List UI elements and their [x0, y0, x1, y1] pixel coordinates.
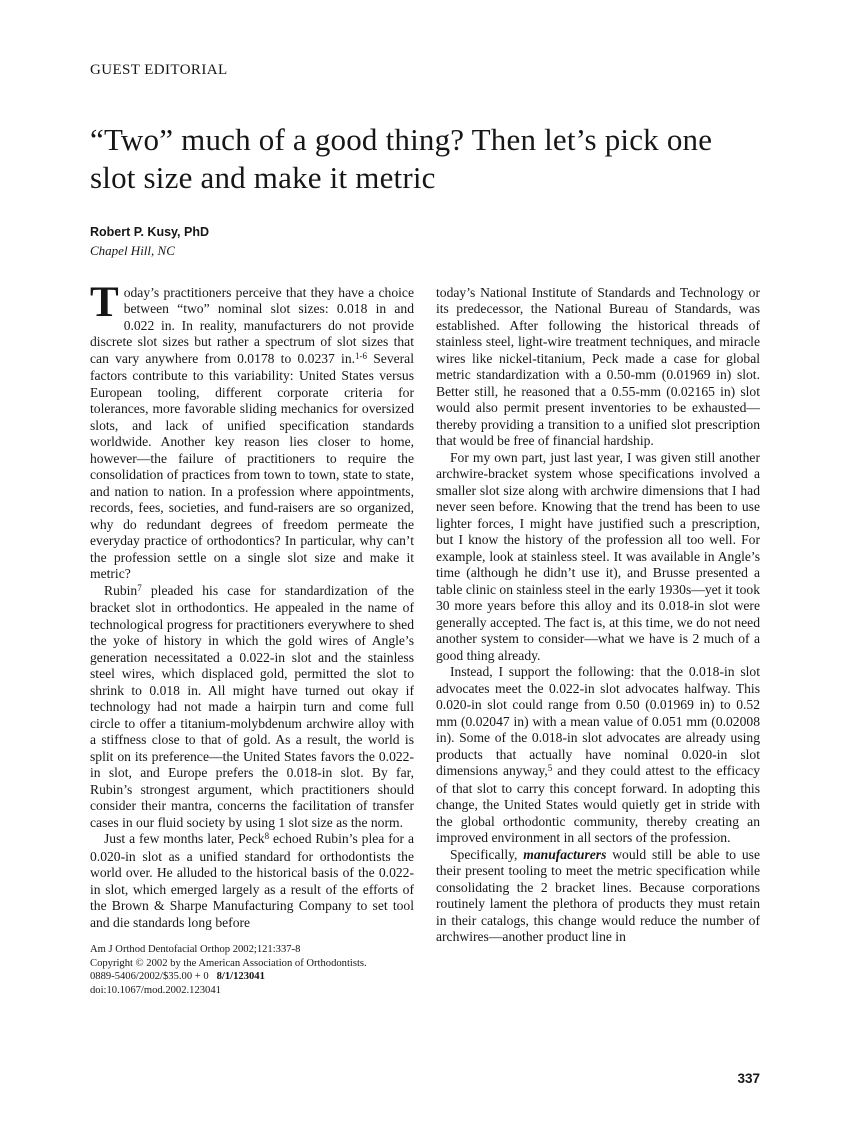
reference-superscript: 8 — [264, 831, 270, 842]
paragraph — [90, 583, 414, 832]
page-number: 337 — [737, 1071, 760, 1086]
paragraph — [90, 831, 414, 931]
text-run: Copyright © 2002 by the American Association of Orthodontists. — [90, 957, 367, 969]
reference-superscript: 7 — [137, 582, 142, 593]
article-title: “Two” much of a good thing? Then let’s pick one slot size and make it metric — [90, 122, 713, 195]
article-body — [90, 278, 761, 998]
text-run: Several factors contribute to this variability: United States versus European tooling, different corporate criteria for tolerances, more favorable sliding mechanics for oversized slots, and lack of unified specification standards worldwide. Another key reason lies closer to home, however—the failure of practitioners to require the consolidation of practices from town to town, state to state, and nation to nation. In a profession where appointments, records, fees, societies, and fund-raisers are so organized, why do redundant degrees of freedom permeate the everyday practice of orthodontics? In particular, why can’t the profession settle on a single slot size and make it metric? — [90, 350, 414, 582]
text-run: and they could attest to the efficacy of that slot to carry this concept forward. In adopting this change, the United States would quietly get in stride with the global orthodontic community, thereby creating an improved environment in all sectors of the profession. — [436, 763, 761, 846]
journal-footnote — [90, 943, 414, 997]
text-run: would still be able to use their present tooling to meet the metric specification while consolidating the 2 bracket lines. Because corporations routinely lament the plethora of products they must retain in their catalogs, this change would reduce the number of archwires—another product line in — [436, 846, 760, 945]
text-run: Instead, I support the following: that the 0.018-in slot advocates meet the 0.022-in slot advocates halfway. This 0.020-in slot could range from 0.50 (0.01969 in) to 0.52 mm (0.02047 in) with a mean value of 0.051 mm (0.02008 in). Some of the 0.018-in slot advocates are already using products that actually have nominal 0.020-in slot dimensions anyway, — [436, 664, 760, 779]
text-run: echoed Rubin’s plea for a 0.020-in slot as a unified standard for orthodontists the world over. He alluded to the historical basis of the 0.022-in slot, which emerged largely as a result of the efforts of the Brown & Sharpe Manufacturing Company to set tool and die standards long before — [90, 831, 415, 930]
author-location: Chapel Hill, NC — [90, 242, 175, 258]
section-label: GUEST EDITORIAL — [90, 62, 228, 78]
drop-cap: T — [90, 278, 119, 326]
text-run: 8/1/123041 — [216, 971, 265, 983]
paragraph — [90, 970, 414, 984]
text-run: today’s National Institute of Standards and Technology or its predecessor, the National Bureau of Standards, was established. After following the historical threads of stainless steel, light-wire treatment techniques, and miracle wires like nickel-titanium, Peck made a case for global metric standardization with a 0.50-mm (0.01969 in) slot. Better still, he reasoned that a 0.55-mm (0.02165 in) slot would also permit present inventories to be exhausted—thereby providing a transition to a unified slot prescription that would be free of financial hardship. — [436, 284, 760, 449]
text-run: doi:10.1067/mod.2002.123041 — [90, 984, 221, 996]
paragraph — [90, 278, 414, 583]
paragraph — [436, 285, 760, 450]
paragraph — [90, 984, 414, 998]
paragraph — [436, 847, 760, 946]
text-run: Specifically, — [450, 846, 524, 862]
right-column — [436, 285, 760, 998]
text-run: oday’s practitioners perceive that they have a choice between “two” nominal slot sizes: 0.018 in and 0.022 in. In reality, manufacturers do not provide discrete slot sizes but rather a spectrum of slot sizes that can vary anywhere from 0.0178 to 0.0237 in. — [90, 284, 414, 366]
left-column-paragraphs — [90, 278, 415, 932]
text-run: pleaded his case for standardization of the bracket slot in orthodontics. He appealed in the name of technological progress for practitioners everywhere to shed the yoke of history in which the gold wires of Angle’s generation necessitated a 0.022-in slot and the stainless steel wires, which displaced gold, permitted the slot to shrink to 0.018 in. All might have turned out okay if technology had not made a hairpin turn and come full circle to offer a titanium-molybdenum archwire alloy with a stiffness close to that of gold. As a result, the world is split on its preference—the United States favors the 0.022-in slot, and Europe prefers the 0.018-in slot. By far, Rubin’s strongest argument, which practitioners should consider their mantra, concerns the facilitation of transfer cases in our fluid society by using 1 slot size as the norm. — [90, 582, 414, 830]
text-run: Just a few months later, Peck — [104, 831, 265, 847]
left-column — [90, 278, 415, 998]
text-run: 0889-5406/2002/$35.00 + 0 — [90, 971, 217, 983]
author-name: Robert P. Kusy, PhD — [90, 224, 210, 239]
text-run: manufacturers — [523, 846, 607, 862]
paragraph — [436, 664, 760, 847]
paragraph — [436, 450, 760, 665]
text-run: For my own part, just last year, I was given still another archwire-bracket system whose specifications involved a smaller slot size along with archwire dimensions that I had never seen before. Knowing that the trend has been to use lighter forces, I might have justified such a prescription, but I know the history of the profession all too well. For example, look at stainless steel. It was available in Angle’s time (although he didn’t use it), and Brusse presented a table clinic on stainless steel in the early 1930s—yet it took 30 more years before this alloy and its 0.018-in slot were generally accepted. The fact is, at this time, we do not need another system to consider—what we have is 2 much of a good thing already. — [436, 449, 760, 663]
paragraph — [90, 943, 414, 957]
text-run: Rubin — [104, 582, 138, 598]
author-block — [90, 225, 760, 259]
reference-superscript: 5 — [547, 763, 553, 774]
paragraph — [90, 957, 414, 971]
text-run: Am J Orthod Dentofacial Orthop 2002;121:337-8 — [90, 944, 301, 956]
reference-superscript: 1-6 — [355, 350, 368, 361]
